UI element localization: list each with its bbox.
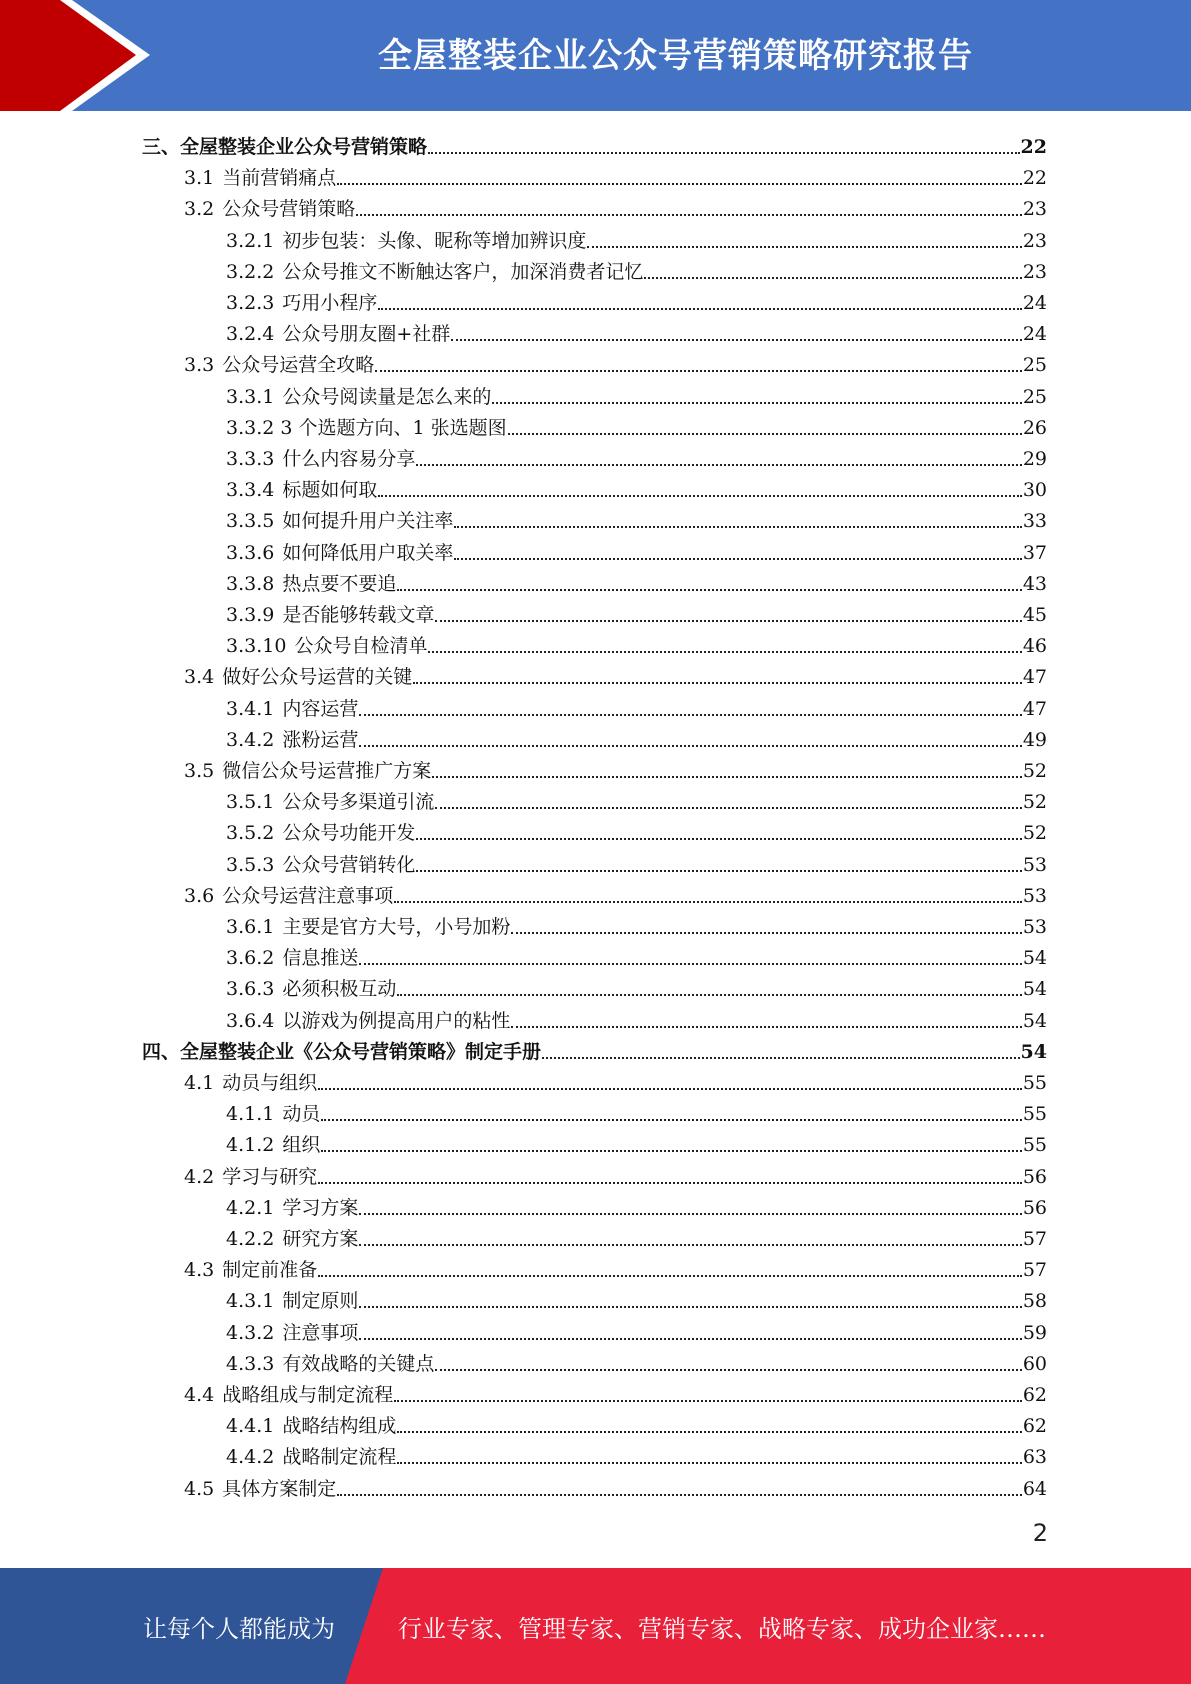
- toc-dot-leader: [359, 744, 1021, 747]
- toc-entry[interactable]: [226, 1314, 1047, 1345]
- toc-entry-title: 注意事项: [282, 1321, 359, 1344]
- toc-entry-label: [226, 260, 643, 284]
- toc-entry-title: 内容运营: [282, 697, 359, 720]
- toc-entry-number: 4.1.2: [226, 1134, 275, 1157]
- toc-entry-label: [184, 1383, 393, 1407]
- toc-entry-label: [226, 416, 507, 440]
- toc-entry[interactable]: [184, 346, 1047, 377]
- toc-dot-leader: [356, 213, 1022, 216]
- toc-dot-leader: [337, 182, 1022, 185]
- toc-dot-leader: [432, 775, 1022, 778]
- toc-entry-label: [226, 790, 434, 814]
- toc-dot-leader: [321, 1118, 1021, 1121]
- toc-dot-leader: [321, 1149, 1021, 1152]
- toc-entry-title: 动员与组织: [222, 1072, 318, 1094]
- toc-dot-leader: [378, 307, 1021, 310]
- toc-entry-number: 3.2.4: [226, 323, 275, 346]
- toc-entry-number: 3.6.3: [226, 978, 275, 1001]
- toc-entry[interactable]: [184, 752, 1047, 783]
- toc-entry-title: 四、全屋整装企业《公众号营销策略》制定手册: [142, 1040, 542, 1063]
- toc-entry-title: 研究方案: [282, 1228, 359, 1250]
- toc-dot-leader: [359, 713, 1021, 716]
- toc-entry-label: [226, 915, 510, 939]
- toc-entry-page: 22: [1022, 167, 1047, 190]
- toc-entry-number: 3.6.2: [226, 947, 275, 970]
- toc-dot-leader: [416, 463, 1021, 466]
- toc-dot-leader: [454, 525, 1021, 528]
- toc-entry-page: 22: [1020, 136, 1047, 158]
- toc-entry-label: [184, 1071, 317, 1095]
- toc-entry-number: 3.6.4: [226, 1009, 275, 1032]
- toc-entry-page: 46: [1022, 635, 1047, 658]
- toc-entry-number: 4.4.2: [226, 1446, 275, 1469]
- toc-dot-leader: [318, 1087, 1022, 1090]
- toc-entry[interactable]: [226, 783, 1047, 814]
- toc-entry-label: [142, 1040, 541, 1064]
- toc-entry-title: 学习方案: [282, 1196, 359, 1219]
- toc-entry-label: [184, 1258, 317, 1282]
- toc-dot-leader: [394, 1399, 1022, 1402]
- toc-entry-number: 4.2.2: [226, 1228, 275, 1250]
- toc-entry-title: 制定原则: [282, 1290, 359, 1313]
- page-header: [0, 0, 1191, 111]
- toc-entry-label: [226, 634, 427, 658]
- toc-entry-label: [226, 385, 491, 409]
- toc-entry-label: [226, 1414, 396, 1438]
- toc-entry[interactable]: [226, 1189, 1047, 1220]
- toc-entry-title: 当前营销痛点: [222, 167, 337, 190]
- toc-dot-leader: [416, 869, 1021, 872]
- toc-entry-page: 52: [1022, 822, 1047, 845]
- toc-entry-page: 23: [1022, 229, 1047, 252]
- toc-entry-number: 3.5.2: [226, 822, 275, 845]
- toc-dot-leader: [394, 900, 1022, 903]
- toc-entry[interactable]: [226, 378, 1047, 409]
- toc-entry-label: [226, 977, 396, 1001]
- toc-entry-title: 组织: [282, 1134, 321, 1157]
- toc-entry-page: 23: [1022, 198, 1047, 221]
- toc-entry[interactable]: [226, 440, 1047, 471]
- toc-entry-number: 3.3: [184, 354, 215, 377]
- toc-entry-label: [226, 821, 415, 845]
- toc-entry-page: 56: [1022, 1165, 1047, 1188]
- toc-dot-leader: [587, 245, 1021, 248]
- toc-entry-title: 公众号多渠道引流: [282, 791, 435, 814]
- toc-entry[interactable]: [184, 190, 1047, 221]
- toc-entry-page: 47: [1022, 697, 1047, 720]
- toc-entry-title: 初步包装：头像、昵称等增加辨识度: [282, 229, 587, 252]
- toc-dot-leader: [359, 1212, 1021, 1215]
- toc-entry-title: 公众号朋友圈+社群: [282, 323, 451, 346]
- toc-entry[interactable]: [226, 1438, 1047, 1469]
- toc-entry-number: 3.2: [184, 198, 215, 221]
- toc-entry-number: 4.3.1: [226, 1290, 275, 1313]
- toc-entry-page: 37: [1022, 541, 1047, 564]
- toc-entry-number: 3.6.1: [226, 916, 275, 938]
- toc-entry-label: [184, 166, 336, 190]
- toc-dot-leader: [359, 1305, 1021, 1308]
- toc-entry-number: 3.3.10: [226, 635, 287, 658]
- toc-entry-title: 公众号运营注意事项: [222, 884, 394, 907]
- toc-entry[interactable]: [226, 1095, 1047, 1126]
- toc-entry-title: 公众号营销转化: [282, 853, 416, 876]
- toc-entry-title: 动员: [282, 1103, 321, 1126]
- toc-entry-number: 4.1.1: [226, 1103, 275, 1126]
- toc-entry-label: [226, 946, 358, 970]
- toc-entry[interactable]: [226, 284, 1047, 315]
- toc-entry-number: 4.4.1: [226, 1415, 275, 1438]
- toc-dot-leader: [435, 619, 1021, 622]
- toc-entry-page: 59: [1022, 1321, 1047, 1344]
- toc-entry[interactable]: [226, 534, 1047, 565]
- toc-entry[interactable]: [226, 596, 1047, 627]
- toc-entry-page: 43: [1022, 572, 1047, 595]
- header-arrow-decoration: [0, 0, 170, 111]
- toc-entry-number: 4.3.2: [226, 1321, 275, 1344]
- toc-entry-title: 如何提升用户关注率: [282, 510, 454, 533]
- toc-entry-label: [226, 1133, 320, 1157]
- toc-entry-title: 公众号运营全攻略: [222, 354, 375, 377]
- toc-entry-label: [226, 541, 453, 565]
- toc-entry[interactable]: [226, 1407, 1047, 1438]
- toc-entry-label: [226, 572, 396, 596]
- toc-entry-number: 3.2.3: [226, 292, 275, 314]
- toc-entry[interactable]: [184, 1376, 1047, 1407]
- toc-entry-page: 55: [1022, 1103, 1047, 1126]
- toc-entry-label: [184, 1477, 336, 1501]
- toc-entry-number: 3.5: [184, 760, 215, 782]
- toc-entry-label: [226, 603, 434, 627]
- toc-dot-leader: [359, 1243, 1021, 1246]
- toc-dot-leader: [359, 962, 1021, 965]
- toc-entry-page: 52: [1022, 791, 1047, 814]
- toc-entry-title: 必须积极互动: [282, 978, 397, 1001]
- toc-entry[interactable]: [184, 159, 1047, 190]
- document-title: 全屋整装企业公众号营销策略研究报告: [378, 35, 973, 76]
- toc-entry-title: 什么内容易分享: [282, 448, 416, 470]
- toc-entry-label: [226, 853, 415, 877]
- toc-entry-page: 53: [1022, 916, 1047, 938]
- toc-dot-leader: [508, 432, 1022, 435]
- toc-entry-number: 3.3.3: [226, 448, 275, 470]
- toc-entry[interactable]: [184, 1470, 1047, 1501]
- toc-entry-page: 57: [1022, 1228, 1047, 1250]
- toc-entry-title: 涨粉运营: [282, 728, 359, 751]
- toc-dot-leader: [378, 494, 1021, 497]
- toc-entry[interactable]: [226, 409, 1047, 440]
- toc-entry[interactable]: [226, 1282, 1047, 1313]
- toc-entry-label: [226, 1196, 358, 1220]
- toc-entry-title: 公众号自检清单: [294, 635, 428, 658]
- toc-entry-number: 3.4.1: [226, 697, 275, 720]
- toc-entry[interactable]: [226, 502, 1047, 533]
- toc-entry[interactable]: [184, 1251, 1047, 1282]
- page-number: 2: [1032, 1519, 1048, 1547]
- toc-entry[interactable]: [226, 939, 1047, 970]
- toc-entry-page: 62: [1022, 1415, 1047, 1438]
- toc-entry-label: [226, 1227, 358, 1251]
- page-footer: [0, 1568, 1191, 1684]
- toc-entry[interactable]: [142, 1033, 1047, 1064]
- toc-entry[interactable]: [226, 1126, 1047, 1157]
- toc-entry-page: 55: [1022, 1072, 1047, 1094]
- toc-entry-page: 53: [1022, 884, 1047, 907]
- toc-entry-label: [184, 353, 374, 377]
- toc-dot-leader: [397, 588, 1021, 591]
- toc-entry-title: 做好公众号运营的关键: [222, 666, 413, 689]
- toc-entry[interactable]: [184, 1064, 1047, 1095]
- toc-entry-page: 54: [1020, 1040, 1047, 1063]
- toc-entry-title: 战略制定流程: [282, 1446, 397, 1469]
- toc-entry[interactable]: [226, 970, 1047, 1001]
- toc-entry-label: [226, 447, 415, 471]
- toc-entry-page: 25: [1022, 385, 1047, 408]
- toc-entry-page: 57: [1022, 1259, 1047, 1282]
- toc-entry-page: 60: [1022, 1352, 1047, 1375]
- toc-dot-leader: [375, 369, 1022, 372]
- toc-entry-title: 制定前准备: [222, 1259, 318, 1282]
- toc-entry-page: 63: [1022, 1446, 1047, 1469]
- footer-slogan-right: 行业专家、管理专家、营销专家、战略专家、成功企业家……: [398, 1614, 1046, 1643]
- toc-dot-leader: [492, 401, 1021, 404]
- footer-slogan-left: 让每个人都能成为: [143, 1614, 335, 1643]
- toc-entry-label: [226, 229, 586, 253]
- toc-entry-title: 以游戏为例提高用户的粘性: [282, 1009, 511, 1032]
- toc-entry-number: 3.3.4: [226, 479, 275, 502]
- toc-entry-title: 战略结构组成: [282, 1415, 397, 1438]
- toc-entry-title: 公众号功能开发: [282, 822, 416, 845]
- toc-entry-label: [142, 135, 427, 159]
- toc-entry-label: [226, 1321, 358, 1345]
- toc-entry[interactable]: [226, 1345, 1047, 1376]
- toc-entry-number: 3.2.2: [226, 260, 275, 283]
- toc-entry-label: [226, 322, 450, 346]
- toc-entry-label: [226, 1289, 358, 1313]
- toc-entry-page: 24: [1022, 323, 1047, 346]
- toc-entry-number: 3.3.6: [226, 541, 275, 564]
- toc-entry-page: 29: [1022, 448, 1047, 470]
- toc-entry[interactable]: [226, 565, 1047, 596]
- toc-entry-page: 62: [1022, 1384, 1047, 1406]
- toc-entry-page: 52: [1022, 760, 1047, 782]
- toc-entry[interactable]: [226, 846, 1047, 877]
- toc-entry-title: 公众号阅读量是怎么来的: [282, 385, 492, 408]
- toc-entry-title: 公众号营销策略: [222, 198, 356, 221]
- toc-entry-number: 3.2.1: [226, 229, 275, 252]
- toc-dot-leader: [435, 1368, 1021, 1371]
- toc-entry-label: [184, 197, 355, 221]
- toc-entry-page: 25: [1022, 354, 1047, 377]
- toc-entry-number: 4.2.1: [226, 1196, 275, 1219]
- toc-entry-title: 有效战略的关键点: [282, 1352, 435, 1375]
- toc-entry-number: 4.4: [184, 1384, 215, 1406]
- toc-entry-title: 主要是官方大号，小号加粉: [282, 916, 511, 938]
- toc-dot-leader: [428, 650, 1021, 653]
- toc-dot-leader: [318, 1274, 1022, 1277]
- toc-dot-leader: [397, 993, 1021, 996]
- toc-dot-leader: [318, 1181, 1022, 1184]
- toc-entry-page: 58: [1022, 1290, 1047, 1313]
- toc-entry-number: 4.2: [184, 1165, 215, 1188]
- toc-entry-page: 49: [1022, 728, 1047, 751]
- toc-dot-leader: [511, 931, 1021, 934]
- toc-dot-leader: [413, 681, 1022, 684]
- toc-entry-title: 巧用小程序: [282, 292, 378, 314]
- toc-entry-label: [226, 728, 358, 752]
- toc-entry-number: 3.3.1: [226, 385, 275, 408]
- toc-dot-leader: [644, 276, 1021, 279]
- toc-dot-leader: [542, 1056, 1020, 1059]
- toc-entry-title: 标题如何取: [282, 479, 378, 502]
- toc-entry-label: [184, 884, 393, 908]
- toc-dot-leader: [397, 1461, 1021, 1464]
- toc-entry-number: 4.3: [184, 1259, 215, 1282]
- toc-entry-number: 3.3.5: [226, 510, 275, 533]
- toc-entry[interactable]: [226, 1002, 1047, 1033]
- toc-entry[interactable]: [226, 908, 1047, 939]
- toc-entry-label: [226, 509, 453, 533]
- toc-entry-label: [226, 1102, 320, 1126]
- toc-entry-label: [226, 291, 377, 315]
- toc-entry-number: 3.5.3: [226, 853, 275, 876]
- toc-entry-title: 战略组成与制定流程: [222, 1384, 394, 1406]
- toc-entry-page: 45: [1022, 604, 1047, 626]
- toc-dot-leader: [454, 557, 1021, 560]
- toc-entry[interactable]: [226, 1220, 1047, 1251]
- toc-entry-page: 54: [1022, 1009, 1047, 1032]
- toc-entry-label: [226, 478, 377, 502]
- toc-entry-title: 学习与研究: [222, 1165, 318, 1188]
- toc-entry-label: [226, 1009, 510, 1033]
- toc-entry[interactable]: [184, 1158, 1047, 1189]
- toc-entry-label: [226, 1445, 396, 1469]
- toc-entry-title: 3.3.2 3 个选题方向、1 张选题图: [226, 416, 507, 439]
- toc-entry-title: 微信公众号运营推广方案: [222, 760, 432, 782]
- toc-entry-number: 3.5.1: [226, 791, 275, 814]
- toc-entry-number: 3.3.9: [226, 604, 275, 626]
- toc-entry-title: 具体方案制定: [222, 1477, 337, 1500]
- toc-entry-label: [226, 697, 358, 721]
- toc-entry-page: 24: [1022, 292, 1047, 314]
- toc-entry-page: 54: [1022, 947, 1047, 970]
- toc-entry-page: 23: [1022, 260, 1047, 283]
- toc-entry-number: 4.1: [184, 1072, 215, 1094]
- toc-dot-leader: [359, 1337, 1021, 1340]
- toc-entry-page: 55: [1022, 1134, 1047, 1157]
- toc-entry[interactable]: [142, 128, 1047, 159]
- toc-entry-label: [184, 665, 412, 689]
- toc-entry-title: 是否能够转载文章: [282, 604, 435, 626]
- toc-entry-label: [184, 759, 431, 783]
- toc-entry-page: 56: [1022, 1196, 1047, 1219]
- toc-entry-page: 30: [1022, 479, 1047, 502]
- toc-entry-number: 4.5: [184, 1477, 215, 1500]
- toc-entry-label: [226, 1352, 434, 1376]
- toc-entry-number: 3.6: [184, 884, 215, 907]
- toc-dot-leader: [428, 151, 1020, 154]
- toc-entry[interactable]: [226, 315, 1047, 346]
- toc-entry-number: 3.3.8: [226, 572, 275, 595]
- toc-entry-title: 热点要不要追: [282, 572, 397, 595]
- toc-entry-title: 信息推送: [282, 947, 359, 970]
- toc-dot-leader: [337, 1493, 1022, 1496]
- toc-entry[interactable]: [184, 877, 1047, 908]
- toc-entry[interactable]: [226, 721, 1047, 752]
- toc-entry-page: 26: [1022, 416, 1047, 439]
- toc-entry-page: 54: [1022, 978, 1047, 1001]
- toc-entry-title: 公众号推文不断触达客户，加深消费者记忆: [282, 260, 644, 283]
- toc-entry-title: 三、全屋整装企业公众号营销策略: [142, 136, 428, 158]
- toc-entry[interactable]: [226, 222, 1047, 253]
- toc-entry[interactable]: [226, 690, 1047, 721]
- toc-entry-number: 3.4.2: [226, 728, 275, 751]
- toc-dot-leader: [451, 338, 1022, 341]
- toc-entry-page: 64: [1022, 1477, 1047, 1500]
- toc-entry[interactable]: [226, 471, 1047, 502]
- toc-entry-page: 53: [1022, 853, 1047, 876]
- toc-entry-page: 33: [1022, 510, 1047, 533]
- toc-entry[interactable]: [226, 253, 1047, 284]
- toc-dot-leader: [397, 1430, 1021, 1433]
- toc-entry[interactable]: [184, 658, 1047, 689]
- toc-entry[interactable]: [226, 814, 1047, 845]
- toc-entry-number: 3.1: [184, 167, 215, 190]
- toc-dot-leader: [511, 1025, 1021, 1028]
- toc-dot-leader: [416, 837, 1021, 840]
- toc-entry-number: 3.4: [184, 666, 215, 689]
- toc-entry[interactable]: [226, 627, 1047, 658]
- toc-dot-leader: [435, 806, 1021, 809]
- toc-entry-title: 如何降低用户取关率: [282, 541, 454, 564]
- toc-entry-label: [184, 1165, 317, 1189]
- toc-entry-page: 47: [1022, 666, 1047, 689]
- toc-entry-number: 4.3.3: [226, 1352, 275, 1375]
